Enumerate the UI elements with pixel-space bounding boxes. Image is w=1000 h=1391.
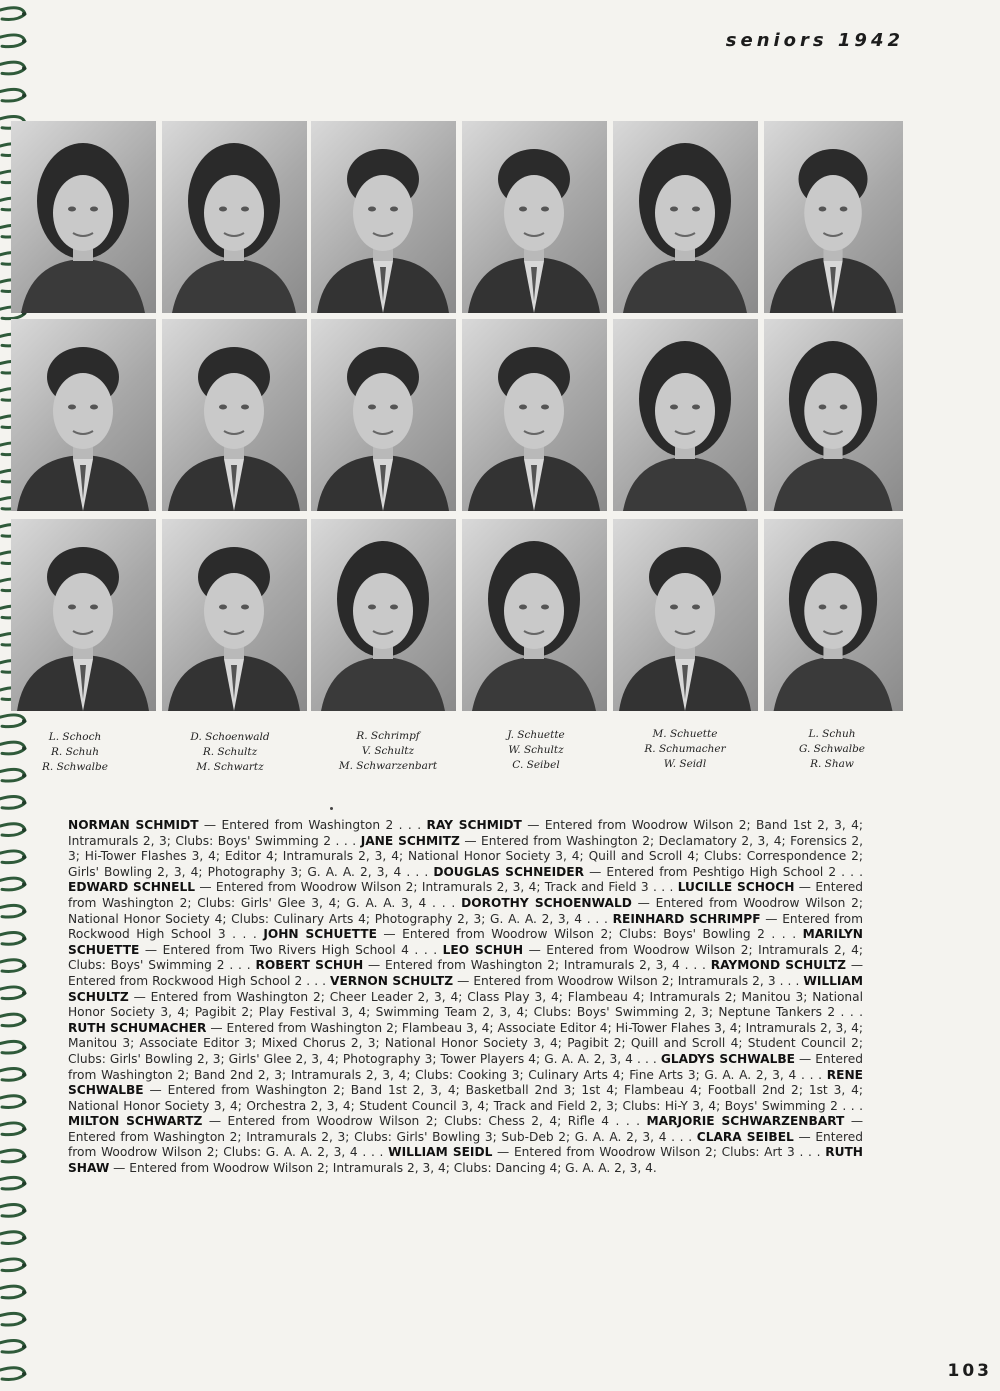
caption-name: R. Schuh	[51, 746, 99, 758]
bio-text: Entered from Washington 2; Declamatory 2, 3, 4; Forensics 2, 3; Hi-Tower Flashes 3, 4; Editor 4; Intramurals 2, 3, 4; National Honor Society 3, 4; Quill and Scroll 4; Clubs: Correspondence 2; Girls' Bowling 2, 3, 4; Photography 3; G. A. A. 2, 3, 4 . . .	[68, 833, 864, 879]
bio-name: JANE SCHMITZ	[360, 833, 460, 848]
bio-name: REINHARD SCHRIMPF	[612, 911, 761, 926]
bio-name: NORMAN SCHMIDT	[68, 818, 199, 832]
bio-text: Entered from Washington 2 . . .	[221, 818, 422, 832]
portrait-photo	[462, 519, 607, 711]
bio-name: VERNON SCHULTZ	[330, 973, 454, 988]
bio-text: Entered from Rockwood High School 3 . . .	[68, 911, 864, 942]
caption-name: J. Schuette	[507, 729, 565, 741]
bio-name: RUTH SHAW	[68, 1145, 863, 1176]
portrait-photo	[764, 319, 903, 511]
bio-name: MILTON SCHWARTZ	[68, 1114, 203, 1129]
bio-text: Entered from Woodrow Wilson 2; Clubs: G. A. A. 2, 3, 4 . . .	[68, 1129, 863, 1160]
bio-text: Entered from Woodrow Wilson 2; Clubs: Boys' Bowling 2 . . .	[402, 927, 797, 942]
bio-text: Entered from Woodrow Wilson 2; Clubs: Chess 2, 4; Rifle 4 . . .	[227, 1114, 641, 1129]
caption-name: L. Schoch	[48, 731, 102, 743]
caption-name: M. Schwarzenbart	[338, 760, 438, 772]
page-number: 103	[947, 1361, 992, 1381]
bio-name: RUTH SCHUMACHER	[68, 1020, 207, 1035]
bio-text: Entered from Two Rivers High School 4 . . .	[162, 942, 438, 957]
senior-biographies: NORMAN SCHMIDT — Entered from Washington 2 . . . RAY SCHMIDT — Entered from Woodrow Wilson 2; Band 1st 2, 3, 4; Intramurals 2, 3; Clubs: Boys' Swimming 2 . . . JANE SCHMITZ — Entered from Washington 2; Declamatory 2, 3, 4; Forensics 2, 3; Hi-Tower Flashes 3, 4; Editor 4; Intramurals 2, 3, 4; National Honor Society 3, 4; Quill and Scroll 4; Clubs: Correspondence 2; Girls' Bowling 2, 3, 4; Photography 3; G. A. A. 2, 3, 4 . . . DOUGLAS SCHNEIDER — Entered from Peshtigo High School 2 . . . EDWARD SCHNELL — Entered from Woodrow Wilson 2; Intramurals 2, 3, 4; Track and Field 3 . . . LUCILLE SCHOCH — Entered from Washington 2; Clubs: Girls' Glee 3, 4; G. A. A. 3, 4 . . . DOROTHY SCHOENWALD — Entered from Woodrow Wilson 2; National Honor Society 4; Clubs: Culinary Arts 4; Photography 2, 3; G. A. A. 2, 3, 4 . . . REINHARD SCHRIMPF — Entered from Rockwood High School 3 . . . JOHN SCHUETTE — Entered from Woodrow Wilson 2; Clubs: Boys' Bowling 2 . . . MARILYN SCHUETTE — Entered from Two Rivers High School 4 . . . LEO SCHUH — Entered from Woodrow Wilson 2; Intramurals 2, 4; Clubs: Boys' Swimming 2 . . . ROBERT SCHUH — Entered from Washington 2; Intramurals 2, 3, 4 . . . RAYMOND SCHULTZ — Entered from Rockwood High School 2 . . . VERNON SCHULTZ — Entered from Woodrow Wilson 2; Intramurals 2, 3 . . . WILLIAM SCHULTZ — Entered from Washington 2; Cheer Leader 2, 3, 4; Class Play 3, 4; Flambeau 4; Intramurals 2; Manitou 3; National Honor Society 3, 4; Pagibit 2; Play Festival 3, 4; Swimming Team 2, 3, 4; Clubs: Boys' Swimming 2, 3; Neptune Tankers 2 . . . RUTH SCHUMACHER — Entered from Washington 2; Flambeau 3, 4; Associate Editor 4; Hi-Tower Flahes 3, 4; Intramurals 2, 3, 4; Manitou 3; Associate Editor 3; Mixed Chorus 2, 3; National Honor Society 3, 4; Pagibit 2; Quill and Scroll 4; Student Council 2; Clubs: Girls' Bowling 2, 3; Girls' Glee 2, 3, 4; Photography 3; Tower Players 4; G. A. A. 2, 3, 4 . . . GLADYS SCHWALBE — Entered from Washington 2; Band 2nd 2, 3; Intramurals 2, 3, 4; Clubs: Cooking 3; Culinary Arts 4; Fine Arts 3; G. A. A. 2, 3, 4 . . . RENE SCHWALBE — Entered from Washington 2; Band 1st 2, 3, 4; Basketball 2nd 3; 1st 4; Flambeau 4; Football 2nd 2; 1st 3, 4; National Honor Society 3, 4; Orchestra 2, 3, 4; Student Council 3, 4; Track and Field 2, 3; Clubs: Hi-Y 3, 4; Boys' Swimming 2 . . . MILTON SCHWARTZ — Entered from Woodrow Wilson 2; Clubs: Chess 2, 4; Rifle 4 . . . MARJORIE SCHWARZENBART — Entered from Washington 2; Intramurals 2, 3; Clubs: Girls' Bowling 3; Sub-Deb 2; G. A. A. 2, 3, 4 . . . CLARA SEIBEL — Entered from Woodrow Wilson 2; Clubs: G. A. A. 2, 3, 4 . . . WILLIAM SEIDL — Entered from Woodrow Wilson 2; Clubs: Art 3 . . . RUTH SHAW — Entered from Woodrow Wilson 2; Intramurals 2, 3, 4; Clubs: Dancing 4; G. A. A. 2, 3, 4.	[68, 818, 864, 1176]
bio-text: Entered from Washington 2; Intramurals 2, 3, 4 . . .	[385, 958, 706, 973]
portrait-photo	[764, 519, 903, 711]
bio-text: Entered from Rockwood High School 2 . . .	[68, 973, 326, 988]
bio-name: LEO SCHUH	[442, 942, 524, 957]
portrait-photo	[11, 319, 156, 511]
portrait-photo	[613, 121, 758, 313]
ink-dot	[330, 807, 333, 810]
bio-name: WILLIAM SCHULTZ	[68, 973, 863, 1004]
caption-name: C. Seibel	[512, 759, 560, 771]
bio-text: Entered from Washington 2; Flambeau 3, 4; Associate Editor 4; Hi-Tower Flahes 3, 4; Intramurals 2, 3, 4; Manitou 3; Associate Editor 3; Mixed Chorus 2, 3; National Honor Society 3, 4; Pagibit 2; Quill and Scroll 4; Student Council 2; Clubs: Girls' Bowling 2, 3; Girls' Glee 2, 3, 4; Photography 3; Tower Players 4; G. A. A. 2, 3, 4 . . .	[68, 1020, 863, 1066]
caption-column-5	[610, 727, 760, 772]
caption-name: M. Schuette	[652, 728, 718, 740]
caption-name: R. Schrimpf	[356, 730, 420, 742]
portrait-grid	[11, 121, 903, 715]
bio-name: MARJORIE SCHWARZENBART	[646, 1114, 845, 1129]
caption-column-4	[461, 728, 611, 773]
portrait-photo	[311, 519, 456, 711]
bio-name: EDWARD SCHNELL	[68, 880, 195, 895]
caption-name: W. Schultz	[508, 744, 564, 756]
caption-name: G. Schwalbe	[798, 743, 866, 755]
caption-name: D. Schoenwald	[190, 731, 270, 743]
portrait-photo	[311, 121, 456, 313]
bio-name: RAYMOND SCHULTZ	[710, 958, 846, 973]
caption-column-2	[155, 730, 305, 775]
portrait-photo	[462, 121, 607, 313]
bio-text: Entered from Woodrow Wilson 2; Intramurals 2, 4; Clubs: Boys' Swimming 2 . . .	[68, 942, 864, 973]
caption-name: V. Schultz	[361, 745, 415, 757]
caption-name: W. Seidl	[663, 758, 707, 770]
bio-name: RAY SCHMIDT	[426, 818, 522, 832]
page-header: seniors 1942	[725, 30, 904, 51]
bio-text: Entered from Woodrow Wilson 2; Intramurals 2, 3 . . .	[473, 973, 800, 988]
bio-name: JOHN SCHUETTE	[263, 927, 377, 942]
bio-text: Entered from Washington 2; Band 2nd 2, 3; Intramurals 2, 3, 4; Clubs: Cooking 3; Culinary Arts 4; Fine Arts 3; G. A. A. 2, 3, 4 . . .	[68, 1051, 863, 1082]
caption-name: R. Schumacher	[644, 743, 726, 755]
bio-text: Entered from Woodrow Wilson 2; Intramurals 2, 3, 4; Clubs: Dancing 4; G. A. A. 2, 3, 4.	[129, 1161, 657, 1176]
bio-text: Entered from Washington 2; Cheer Leader 2, 3, 4; Class Play 3, 4; Flambeau 4; Intramurals 2; Manitou 3; National Honor Society 3, 4; Pagibit 2; Play Festival 3, 4; Swimming Team 2, 3, 4; Clubs: Boys' Swimming 2, 3; Neptune Tankers 2 . . .	[68, 989, 863, 1020]
caption-name: R. Schultz	[202, 746, 258, 758]
caption-name: M. Schwartz	[196, 761, 264, 773]
caption-column-6	[757, 727, 907, 772]
caption-name: R. Schwalbe	[42, 761, 108, 773]
portrait-photo	[162, 121, 307, 313]
bio-text: Entered from Woodrow Wilson 2; Clubs: Art 3 . . .	[513, 1145, 821, 1160]
portrait-photo	[613, 519, 758, 711]
bio-name: LUCILLE SCHOCH	[677, 880, 795, 895]
portrait-photo	[613, 319, 758, 511]
bio-name: RENE SCHWALBE	[68, 1067, 863, 1098]
portrait-photo	[162, 519, 307, 711]
bio-text: Entered from Washington 2; Clubs: Girls' Glee 3, 4; G. A. A. 3, 4 . . .	[68, 880, 864, 910]
bio-name: WILLIAM SEIDL	[388, 1145, 493, 1160]
bio-name: CLARA SEIBEL	[696, 1129, 794, 1144]
bio-text: Entered from Peshtigo High School 2 . . .	[606, 864, 864, 879]
bio-name: MARILYN SCHUETTE	[68, 927, 863, 957]
portrait-photo	[462, 319, 607, 511]
caption-column-3	[313, 729, 463, 774]
bio-name: DOUGLAS SCHNEIDER	[433, 864, 584, 879]
portrait-photo	[11, 121, 156, 313]
caption-name: L. Schuh	[808, 728, 856, 740]
portrait-photo	[11, 519, 156, 711]
portrait-photo	[162, 319, 307, 511]
bio-text: Entered from Washington 2; Band 1st 2, 3, 4; Basketball 2nd 3; 1st 4; Flambeau 4; Football 2nd 2; 1st 3, 4; National Honor Society 3, 4; Orchestra 2, 3, 4; Student Council 3, 4; Track and Field 2, 3; Clubs: Hi-Y 3, 4; Boys' Swimming 2 . . .	[68, 1083, 864, 1113]
bio-text: Entered from Woodrow Wilson 2; Intramurals 2, 3, 4; Track and Field 3 . . .	[215, 880, 674, 895]
bio-text: Entered from Woodrow Wilson 2; National Honor Society 4; Clubs: Culinary Arts 4; Photography 2, 3; G. A. A. 2, 3, 4 . . .	[68, 895, 864, 926]
caption-name: R. Shaw	[810, 758, 854, 770]
bio-text: Entered from Washington 2; Intramurals 2, 3; Clubs: Girls' Bowling 3; Sub-Deb 2; G. A. A. 2, 3, 4 . . .	[68, 1129, 693, 1144]
bio-text: Entered from Woodrow Wilson 2; Band 1st 2, 3, 4; Intramurals 2, 3; Clubs: Boys' Swimming 2 . . .	[68, 818, 864, 848]
bio-name: GLADYS SCHWALBE	[660, 1051, 795, 1066]
portrait-photo	[764, 121, 903, 313]
bio-name: DOROTHY SCHOENWALD	[461, 895, 632, 910]
bio-name: ROBERT SCHUH	[255, 958, 364, 973]
caption-column-1	[0, 730, 150, 775]
portrait-photo	[311, 319, 456, 511]
